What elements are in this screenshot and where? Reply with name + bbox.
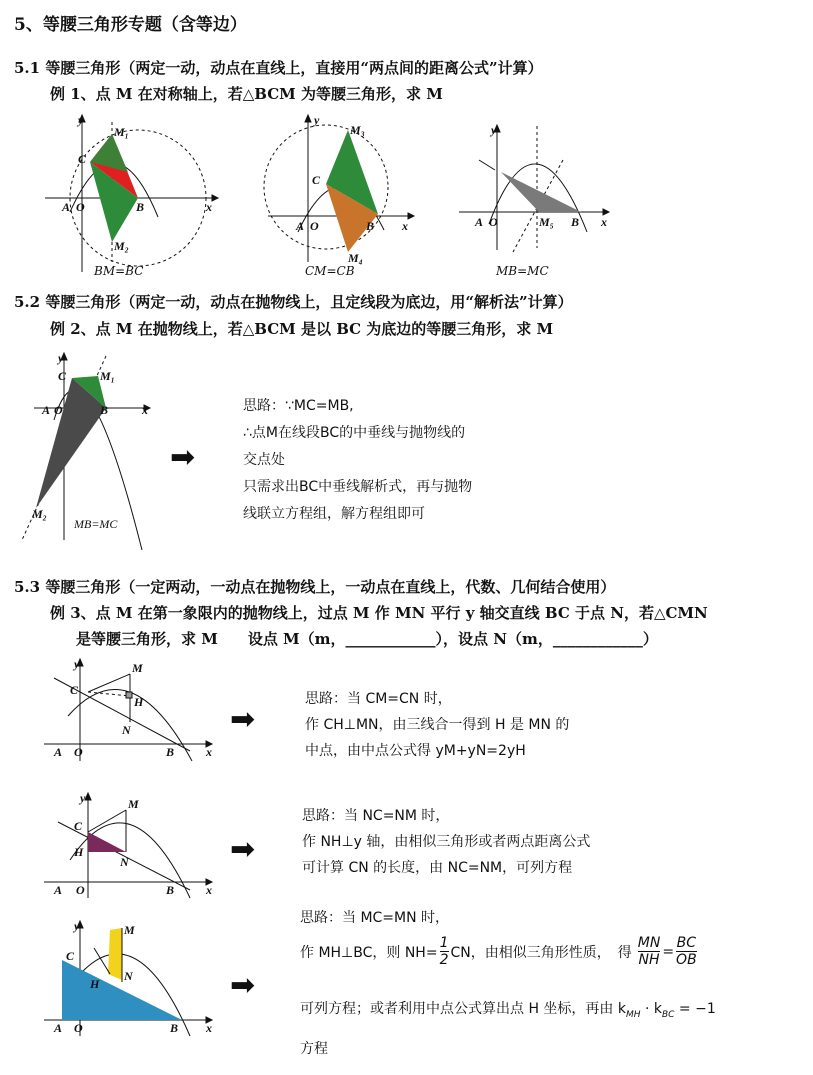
- fig52-a-label: A: [42, 403, 51, 417]
- sub-bc: BC: [662, 1009, 675, 1020]
- c1-h-label: H: [134, 695, 144, 709]
- fig2-y-label: y: [314, 113, 320, 127]
- ratio-bc: BC: [676, 935, 697, 951]
- figure-case1: [40, 656, 220, 766]
- fig2-c-label: C: [312, 173, 321, 187]
- s2-note-2: ∴点M在线段BC的中垂线与抛物线的: [243, 425, 466, 441]
- case1-note-3: 中点，由中点公式得 yM+yN=2yH: [305, 743, 526, 759]
- fig52-c-label: C: [58, 369, 67, 383]
- c1-c-label: C: [70, 683, 79, 697]
- fig2-a-label: A: [296, 219, 305, 233]
- c2-a-label: A: [54, 883, 63, 897]
- fig1-b-label: B: [136, 200, 145, 214]
- caption-mb-mc: MB=MC: [496, 264, 549, 278]
- case3-line2-a: 作 MH⊥BC，则 NH=: [300, 944, 438, 961]
- case1-notes: [305, 686, 569, 764]
- case3-tail: = −1: [674, 1001, 716, 1017]
- fig2-o-label: O: [310, 219, 319, 233]
- fig2-b-label: B: [366, 219, 375, 233]
- caption-52: MB=MC: [74, 517, 118, 531]
- ratio-mn-nh: [638, 935, 661, 968]
- section-title: 5、等腰三角形专题（含等边）: [14, 15, 247, 35]
- case2-note-2: 作 NH⊥y 轴，由相似三角形或者两点距离公式: [302, 834, 591, 850]
- s3-heading: 5.3 等腰三角形（一定两动，一动点在抛物线上，一动点在直线上，代数、几何结合使用）: [14, 578, 616, 596]
- case1-note-2: 作 CH⊥MN，由三线合一得到 H 是 MN 的: [305, 717, 570, 733]
- half-num: 1: [439, 935, 449, 951]
- c3-m-label: M: [124, 923, 135, 937]
- s2-notes: [243, 393, 472, 528]
- c3-y-label: y: [74, 919, 80, 933]
- c3-b-label: B: [170, 1021, 179, 1035]
- figure-case2: [40, 790, 220, 900]
- c2-h-label: H: [74, 845, 84, 859]
- arrow-case1: ➡: [230, 702, 256, 737]
- ratio-nh: NH: [638, 952, 660, 968]
- ratio-bc-ob: [676, 935, 697, 968]
- fig1-y-label: y: [78, 113, 84, 127]
- fig3-x-label: x: [601, 215, 607, 229]
- figure-mb-mc: [455, 120, 615, 260]
- fig52-m2-label: M₂: [32, 507, 47, 521]
- case3-line4: 方程: [300, 1041, 328, 1057]
- fig1-m2-label: M₂: [114, 239, 129, 253]
- c1-b-label: B: [166, 745, 175, 759]
- s2-note-3: 交点处: [243, 452, 285, 468]
- fig2-m3-label: M₃: [350, 123, 365, 137]
- c2-n-label: N: [120, 855, 129, 869]
- ratio-mn: MN: [637, 935, 661, 951]
- fig52-x-label: x: [142, 403, 148, 417]
- equals-sign: =: [662, 943, 675, 960]
- c1-y-label: y: [74, 657, 80, 671]
- s2-note-4: 只需求出BC中垂线解析式，再与抛物: [243, 479, 473, 495]
- s3-example-1: 例 3、点 M 在第一象限内的抛物线上，过点 M 作 MN 平行 y 轴交直线 BC 于点 N，若△CMN: [50, 604, 708, 622]
- arrow-case2: ➡: [230, 832, 256, 867]
- fig1-m1-label: M₁: [114, 125, 129, 139]
- fig2-x-label: x: [402, 219, 408, 233]
- k-dot: · k: [640, 1001, 662, 1017]
- c3-x-label: x: [206, 1021, 212, 1035]
- figure-bm-bc: [40, 112, 220, 282]
- fig1-o-label: O: [76, 200, 85, 214]
- c2-x-label: x: [206, 883, 212, 897]
- fig3-y-label: y: [491, 123, 497, 137]
- c1-n-label: N: [122, 723, 131, 737]
- sub-mh: MH: [625, 1009, 641, 1020]
- half-den: 2: [439, 952, 449, 968]
- caption-bm-bc: BM=BC: [94, 264, 144, 278]
- c2-y-label: y: [80, 791, 86, 805]
- c1-o-label: O: [74, 745, 83, 759]
- fig1-x-label: x: [206, 200, 212, 214]
- figure-52: [14, 350, 164, 550]
- s3-example-2: 是等腰三角形，求 M 设点 M（m，____________），设点 N（m，____________）: [76, 630, 658, 648]
- s2-example: 例 2、点 M 在抛物线上，若△BCM 是以 BC 为底边的等腰三角形，求 M: [50, 320, 554, 338]
- half-fraction: [440, 935, 449, 968]
- case2-note-1: 思路：当 NC=NM 时，: [302, 808, 450, 824]
- c3-a-label: A: [54, 1021, 63, 1035]
- arrow-52: ➡: [170, 440, 196, 475]
- fig52-m1-label: M₁: [100, 369, 115, 383]
- arrow-case3: ➡: [230, 968, 256, 1003]
- fig2-m4-label: M₄: [348, 251, 363, 265]
- case3-line3-text: 可列方程；或者利用中点公式算出点 H 坐标，再由 k: [300, 1001, 626, 1017]
- s1-example: 例 1、点 M 在对称轴上，若△BCM 为等腰三角形，求 M: [50, 85, 443, 103]
- c3-o-label: O: [74, 1021, 83, 1035]
- c2-b-label: B: [166, 883, 175, 897]
- ratio-ob: OB: [676, 952, 697, 968]
- figure-cm-cb: [260, 112, 420, 272]
- fig52-b-label: B: [100, 403, 109, 417]
- s2-heading: 5.2 等腰三角形（两定一动，动点在抛物线上，且定线段为底边，用“解析法”计算）: [14, 293, 573, 311]
- fig52-y-label: y: [58, 351, 64, 365]
- fig52-o-label: O: [54, 403, 63, 417]
- s1-heading: 5.1 等腰三角形（两定一动，动点在直线上，直接用“两点间的距离公式”计算）: [14, 59, 543, 77]
- case2-notes: [302, 803, 590, 881]
- c2-c-label: C: [74, 819, 83, 833]
- c1-m-label: M: [132, 661, 143, 675]
- s2-note-1: 思路：∵MC=MB,: [243, 398, 354, 414]
- fig3-o-label: O: [489, 215, 498, 229]
- case3-line2-b: CN，由相似三角形性质， 得: [450, 944, 632, 961]
- case3-line1: 思路：当 MC=MN 时，: [300, 910, 450, 926]
- c1-x-label: x: [206, 745, 212, 759]
- c3-c-label: C: [66, 949, 75, 963]
- fig3-a-label: A: [475, 215, 484, 229]
- fig1-c-label: C: [78, 152, 87, 166]
- case3-line3: [300, 998, 716, 1020]
- case1-note-1: 思路：当 CM=CN 时，: [305, 691, 452, 707]
- fig1-a-label: A: [62, 200, 71, 214]
- c3-h-label: H: [90, 977, 100, 991]
- fig3-b-label: B: [571, 215, 580, 229]
- figure-case3: [40, 918, 220, 1038]
- c2-m-label: M: [128, 797, 139, 811]
- s2-note-5: 线联立方程组，解方程组即可: [243, 506, 425, 522]
- fig3-m5-label: M₅: [539, 215, 554, 229]
- case2-note-3: 可计算 CN 的长度，由 NC=NM，可列方程: [302, 860, 573, 876]
- c3-n-label: N: [124, 969, 133, 983]
- caption-cm-cb: CM=CB: [305, 264, 355, 278]
- case3-line2: [300, 935, 697, 968]
- c2-o-label: O: [76, 883, 85, 897]
- c1-a-label: A: [54, 745, 63, 759]
